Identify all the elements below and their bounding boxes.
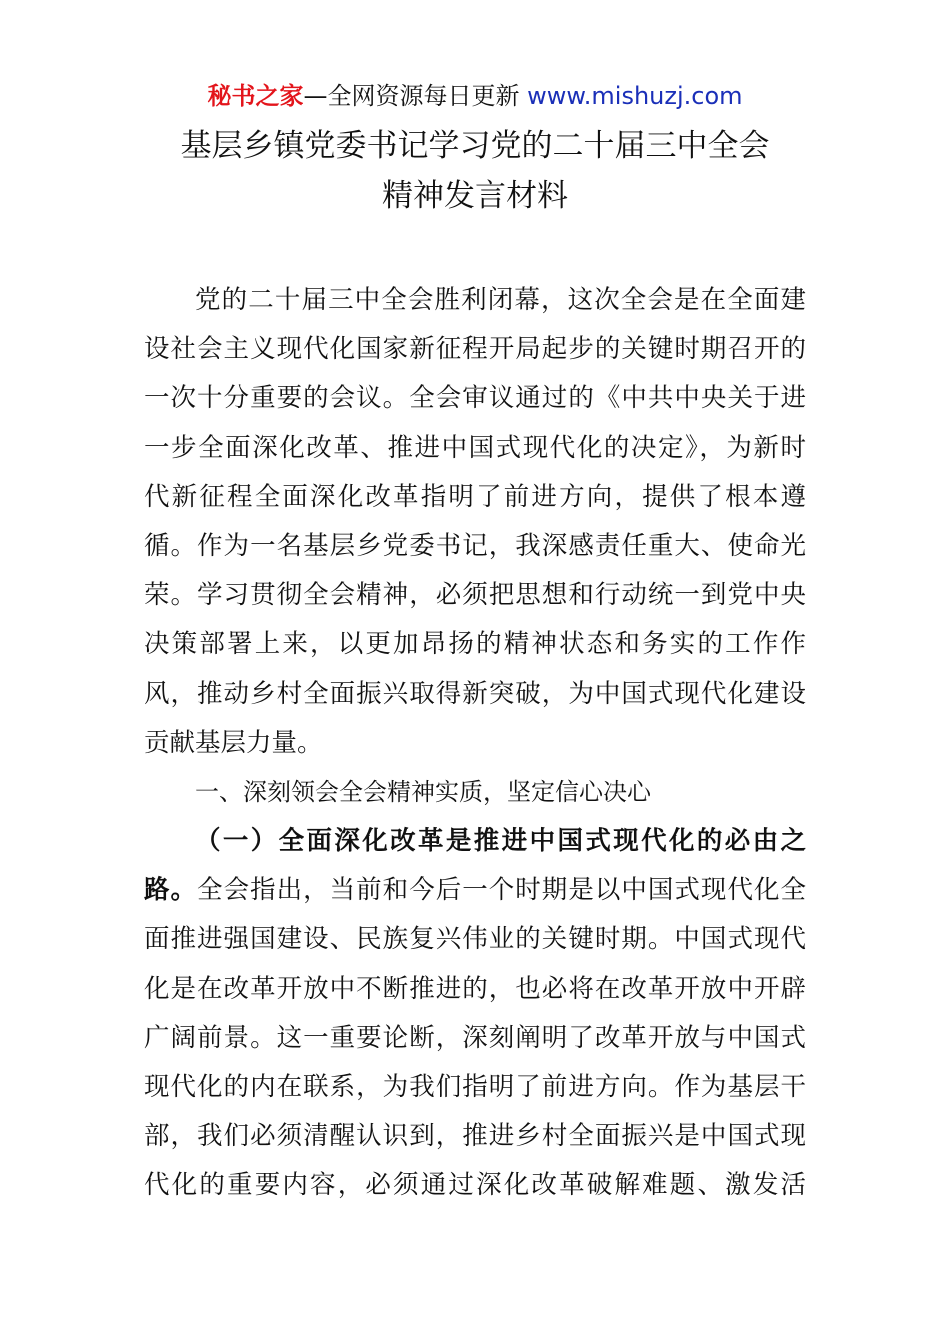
paragraph-line: 代新征程全面深化改革指明了前进方向，提供了根本遵 [144, 481, 806, 512]
paragraph-line: 化是在改革开放中不断推进的，也必将在改革开放中开辟 [144, 973, 806, 1004]
paragraph-line: 党的二十届三中全会胜利闭幕，这次全会是在全面建 [195, 285, 806, 315]
document-title-line-2: 精神发言材料 [382, 178, 568, 214]
site-tagline: —全网资源每日更新 [303, 82, 528, 110]
paragraph-line: 设社会主义现代化国家新征程开局起步的关键时期召开的 [144, 334, 806, 365]
paragraph-line: 一次十分重要的会议。全会审议通过的《中共中央关于进 [144, 383, 806, 414]
paragraph-line: 循。作为一名基层乡党委书记，我深感责任重大、使命光 [144, 530, 806, 561]
document-title-line-1: 基层乡镇党委书记学习党的二十届三中全会 [180, 128, 770, 164]
paragraph-line [144, 866, 806, 915]
paragraph-text: 全会指出，当前和今后一个时期是以中国式现代化全 [197, 875, 806, 906]
subsection-heading-end: 路。 [144, 875, 198, 906]
subsection-heading: （一）全面深化改革是推进中国式现代化的必由之 [195, 826, 806, 857]
paragraph-line: 面推进强国建设、民族复兴伟业的关键时期。中国式现代 [144, 924, 806, 955]
paragraph-line: 代化的重要内容，必须通过深化改革破解难题、激发活 [144, 1170, 806, 1201]
paragraph-line: 现代化的内在联系，为我们指明了前进方向。作为基层干 [144, 1072, 806, 1102]
paragraph-line: 一步全面深化改革、推进中国式现代化的决定》，为新时 [144, 432, 806, 463]
paragraph-line: 部，我们必须清醒认识到，推进乡村全面振兴是中国式现 [144, 1121, 806, 1152]
section-heading: 一、深刻领会全会精神实质，坚定信心决心 [195, 777, 651, 806]
paragraph-line: 广阔前景。这一重要论断，深刻阐明了改革开放与中国式 [144, 1022, 806, 1053]
document-body [144, 276, 806, 1211]
site-url[interactable]: www.mishuzj.com [527, 82, 743, 110]
paragraph-line: 贡献基层力量。 [144, 727, 323, 758]
site-header [0, 80, 950, 112]
paragraph-line: 决策部署上来，以更加昂扬的精神状态和务实的工作作 [144, 629, 806, 660]
brand-name: 秘书之家 [207, 82, 304, 110]
paragraph-line: 荣。学习贯彻全会精神，必须把思想和行动统一到党中央 [144, 580, 806, 611]
paragraph-line: 风，推动乡村全面振兴取得新突破，为中国式现代化建设 [144, 678, 806, 709]
